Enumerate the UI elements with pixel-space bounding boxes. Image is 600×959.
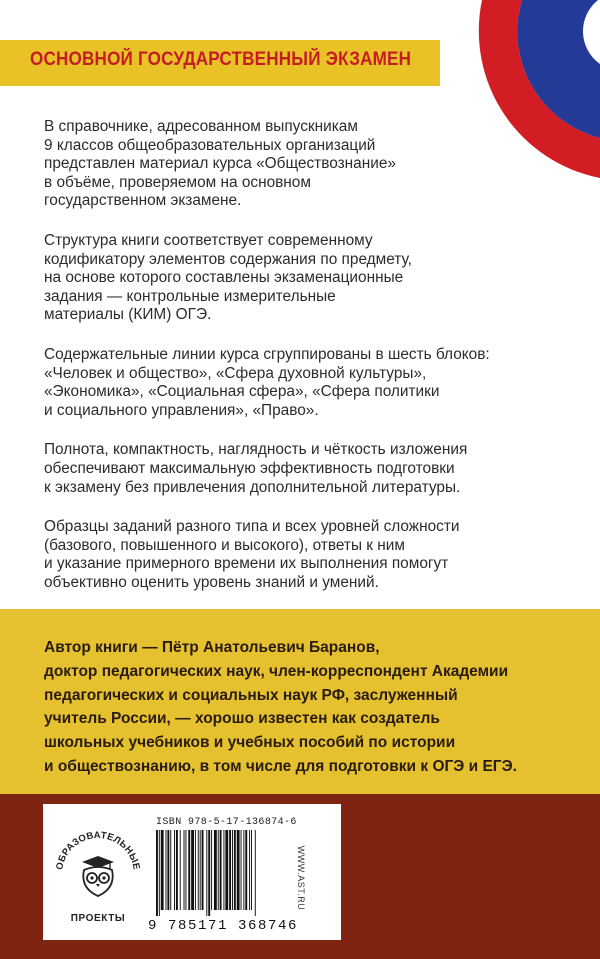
description-block [44, 118, 564, 613]
barcode-bar [234, 830, 236, 910]
barcode-bar [249, 830, 250, 910]
barcode-bar [208, 830, 210, 916]
barcode-bar [237, 830, 240, 910]
logo-bottom-text: ПРОЕКТЫ [70, 913, 126, 924]
barcode-bar [243, 830, 244, 910]
barcode-bar [195, 830, 196, 910]
barcode-bar [184, 830, 185, 910]
barcode-bar [188, 830, 190, 910]
barcode-bar [198, 830, 199, 910]
description-paragraph: В справочнике, адресованном выпускникам 9 классов общеобразовательных организаций представлен материал курса «Обществознание» в объёме, проверяемом на основном государственном экзамене. [44, 118, 396, 210]
barcode-bar [170, 830, 171, 910]
description-paragraph: Образцы заданий разного типа и всех уровней сложности (базового, повышенного и высокого), ответы к ним и указание примерного времени их выполнения помогут объективно оценить уровень знаний и умений. [44, 518, 460, 591]
barcode-bar [220, 830, 222, 910]
barcode-bar [159, 830, 160, 916]
barcode-bar [200, 830, 201, 910]
barcode-bar [167, 830, 169, 910]
publisher-logo [48, 808, 148, 936]
barcode-bar [214, 830, 217, 910]
author-bio: Автор книги — Пётр Анатольевич Баранов, доктор педагогических наук, член-корреспондент Академии педагогических и социальных наук РФ, заслуженный учитель России, — хорошо известен как создатель школьных учебников и учебных пособий по истории и обществознанию, в том числе для подготовки к ОГЭ и ЕГЭ. [44, 639, 517, 775]
isbn-label: ISBN 978-5-17-136874-6 [156, 817, 297, 828]
barcode-bar [161, 830, 164, 910]
barcode-image [154, 830, 292, 918]
publisher-website: WWW.AST.RU [296, 845, 306, 911]
barcode-bar [245, 830, 247, 910]
barcode-bar [229, 830, 231, 910]
page-title: ОСНОВНОЙ ГОСУДАРСТВЕННЫЙ ЭКЗАМЕН [30, 49, 412, 70]
ean-digits: 9 785171 368746 [148, 918, 299, 934]
barcode-bar [185, 830, 186, 910]
barcode-bar [223, 830, 224, 910]
barcode-bar [191, 830, 194, 910]
barcode-bar [211, 830, 212, 910]
barcode-bar [166, 830, 167, 910]
barcode-bar [251, 830, 252, 910]
barcode-bar [174, 830, 175, 910]
barcode-bar [156, 830, 158, 916]
barcode-bar [241, 830, 242, 910]
description-paragraph: Полнота, компактность, наглядность и чёткость изложения обеспечивают максимальную эффективность подготовки к экзамену без привлечения дополнительной литературы. [44, 441, 468, 496]
barcode-bar [255, 830, 256, 916]
barcode-bar [202, 830, 204, 910]
barcode-bar [218, 830, 219, 910]
description-paragraph: Структура книги соответствует современному кодификатору элементов содержания по предмету, на основе которого составлены экзаменационные задания — контрольные измерительные материалы (КИМ) ОГЭ. [44, 231, 412, 324]
barcode-bar [176, 830, 178, 910]
description-paragraph: Содержательные линии курса сгруппированы в шесть блоков: «Человек и общество», «Сфера духовной культуры», «Экономика», «Социальная сфера», «Сфера политики и социального управления», «Право». [44, 345, 490, 419]
barcode-bar [225, 830, 228, 910]
barcode-bar [206, 830, 207, 916]
barcode-bar [232, 830, 233, 910]
logo-top-text: ОБРАЗОВАТЕЛЬНЫЕ [54, 829, 142, 871]
barcode-bar [180, 830, 181, 910]
owl-icon [82, 856, 114, 896]
